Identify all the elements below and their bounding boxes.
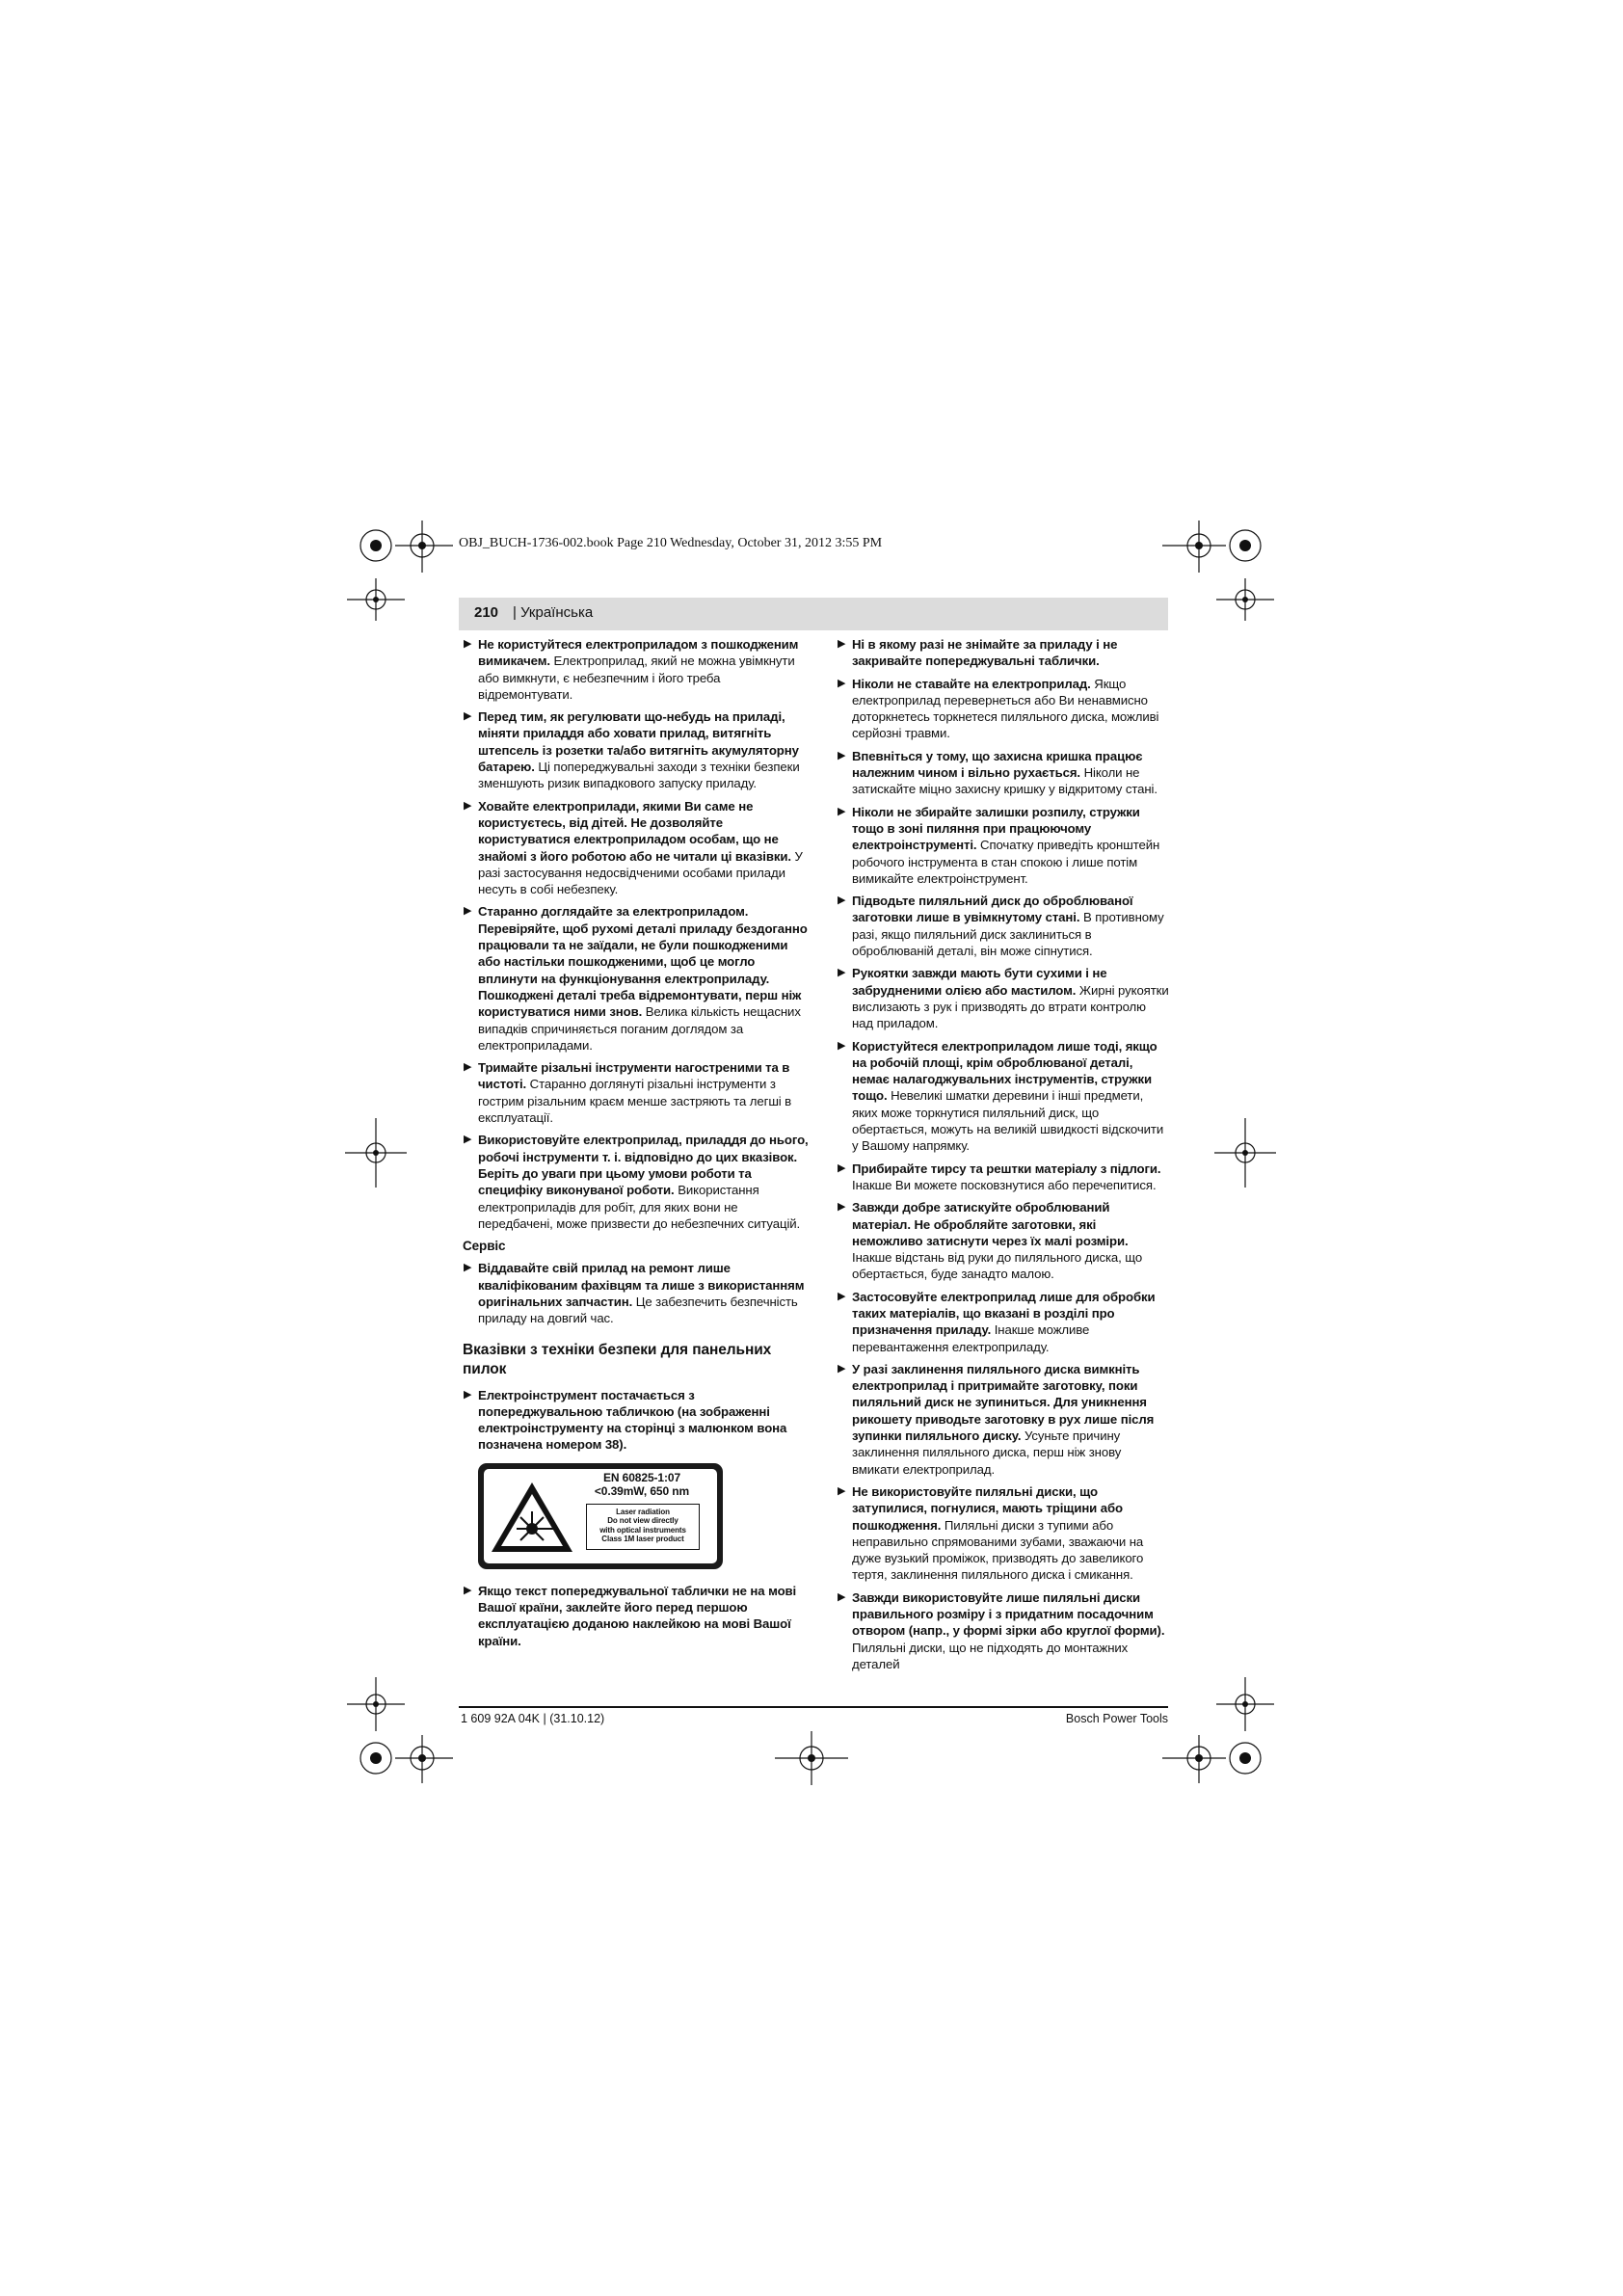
item-text: Це забезпечить безпечність приладу на довгий час.: [478, 1294, 798, 1326]
item-text: Інакше відстань від руки до пиляльного диска, що обертається, буде занадто малою.: [852, 1250, 1143, 1282]
left-column: [463, 636, 810, 1655]
bullet-triangle-icon: ▶: [838, 1201, 846, 1214]
item-bold-text: Якщо текст попереджувальної таблички не на мові Вашої країни, заклейте його перед першою експлуатацією доданою наклейкою на мові Вашої країни.: [478, 1583, 797, 1648]
item-text: Спочатку приведіть кронштейн робочого інструмента в стан спокою і лише потім вимикайте електроінструмент.: [852, 838, 1160, 886]
list-item: [837, 1161, 1170, 1194]
item-text: Жирні рукоятки вислизають з рук і призводять до втрати контролю над приладом.: [852, 982, 1169, 1031]
list-item: [837, 804, 1170, 887]
item-bold-text: Ніколи не ставайте на електроприлад.: [852, 676, 1091, 691]
item-bold-text: Користуйтеся електроприладом лише тоді, якщо на робочій площі, крім оброблюваної деталі, немає налагоджувальних інструментів, стружки тощо.: [852, 1038, 1157, 1104]
bullet-triangle-icon: ▶: [464, 638, 472, 650]
bullet-triangle-icon: ▶: [464, 905, 472, 918]
bullet-triangle-icon: ▶: [464, 1061, 472, 1074]
left-items-b: [463, 1260, 810, 1326]
list-item: [837, 748, 1170, 798]
bullet-triangle-icon: ▶: [838, 805, 846, 817]
right-items: [837, 636, 1170, 1672]
item-bold-text: Тримайте різальні інструменти нагостреними та в чистоті.: [478, 1060, 790, 1092]
list-item: [837, 676, 1170, 742]
bullet-triangle-icon: ▶: [838, 894, 846, 907]
item-bold-text: Не користуйтеся електроприладом з пошкодженим вимикачем.: [478, 637, 799, 669]
left-items-c: [463, 1387, 810, 1454]
item-bold-text: Старанно доглядайте за електроприладом. Перевіряйте, щоб рухомі деталі приладу бездоганно працювали та не заїдали, не були пошкодженими або настільки пошкодженими, щоб це могло вплинути на функціонування електроприладу. Пошкоджені деталі треба відремонтувати, перш ніж користуватися ними знов.: [478, 904, 808, 1020]
list-item: [837, 893, 1170, 959]
bullet-triangle-icon: ▶: [838, 1161, 846, 1174]
item-text: Електроприлад, який не можна увімкнути або вимкнути, є небезпечним і його треба відремонтувати.: [478, 654, 795, 702]
bullet-triangle-icon: ▶: [838, 1590, 846, 1603]
item-bold-text: Застосовуйте електроприлад лише для обробки таких матеріалів, що вказані в розділі про призначення приладу.: [852, 1289, 1156, 1338]
item-bold-text: Ховайте електроприлади, якими Ви саме не користуєтесь, від дітей. Не дозволяйте користуватися електроприладом особам, що не знайомі з його роботою або не читали ці вказівки.: [478, 798, 791, 864]
bullet-triangle-icon: ▶: [838, 638, 846, 650]
page-number: 210: [474, 604, 499, 621]
item-text: Використання електроприладів для робіт, для яких вони не передбачені, може призвести до небезпечних ситуацій.: [478, 1183, 801, 1231]
item-bold-text: Перед тим, як регулювати що-небудь на приладі, міняти приладдя або ховати прилад, витягніть штепсель із розетки та/або витягніть акумуляторну батарею.: [478, 709, 799, 775]
item-text: Велика кількість нещасних випадків спричиняється поганим доглядом за електроприладами.: [478, 1004, 801, 1053]
list-item: [463, 1387, 810, 1454]
list-item: [837, 1589, 1170, 1672]
bullet-triangle-icon: ▶: [838, 1039, 846, 1052]
laser-label-box: Laser radiation Do not view directly with optical instruments Class 1M laser product: [586, 1504, 700, 1550]
list-item: [837, 1199, 1170, 1282]
item-bold-text: Завжди добре затискуйте оброблюваний матеріал. Не обробляйте заготовки, які неможливо затиснути через їх малі розміри.: [852, 1200, 1129, 1248]
bullet-triangle-icon: ▶: [464, 799, 472, 812]
bullet-triangle-icon: ▶: [838, 1484, 846, 1497]
item-text: Усуньте причину заклинення пиляльного диска, перш ніж знову вмикати електроприлад.: [852, 1428, 1122, 1477]
page-header: [459, 598, 1168, 630]
bullet-triangle-icon: ▶: [464, 710, 472, 723]
list-item: [837, 1483, 1170, 1584]
service-heading: Сервіс: [463, 1239, 506, 1254]
laser-warning-icon: [488, 1479, 576, 1556]
bullet-triangle-icon: ▶: [838, 677, 846, 689]
footer-rule: [459, 1706, 1168, 1708]
item-bold-text: Електроінструмент постачається з попереджувальною табличкою (на зображенні електроінструменту на сторінці з малюнком вона позначена номером 38).: [478, 1387, 787, 1453]
section-heading: Вказівки з техніки безпеки для панельних пилок: [463, 1341, 772, 1377]
list-item: [463, 1583, 810, 1649]
bullet-triangle-icon: ▶: [838, 1290, 846, 1302]
item-bold-text: Віддавайте свій прилад на ремонт лише кваліфікованим фахівцям та лише з використанням оригінальних запчастин.: [478, 1261, 805, 1309]
item-bold-text: Прибирайте тирсу та рештки матеріалу з підлоги.: [852, 1161, 1161, 1176]
bullet-triangle-icon: ▶: [838, 749, 846, 761]
bullet-triangle-icon: ▶: [464, 1134, 472, 1146]
item-bold-text: Використовуйте електроприлад, приладдя до нього, робочі інструменти т. і. відповідно до цих вказівок. Беріть до уваги при цьому умови роботи та специфіку виконуваної роботи.: [478, 1133, 809, 1198]
list-item: [463, 798, 810, 898]
list-item: [837, 1289, 1170, 1355]
left-items-d: [463, 1583, 810, 1649]
item-text: У разі застосування недосвідченими особами прилади несуть в собі небезпеку.: [478, 848, 803, 897]
item-text: В противному разі, якщо пиляльний диск заклиниться в оброблюваній деталі, він може сіпнутися.: [852, 910, 1164, 959]
list-item: [837, 965, 1170, 1031]
language-label: Українська: [520, 604, 594, 621]
list-item: [463, 708, 810, 791]
list-item: [837, 1361, 1170, 1478]
right-column: [837, 636, 1170, 1678]
bullet-triangle-icon: ▶: [838, 967, 846, 979]
print-slug: OBJ_BUCH-1736-002.book Page 210 Wednesday, October 31, 2012 3:55 PM: [459, 536, 883, 550]
item-text: Інакше Ви можете посковзнутися або перечепитися.: [852, 1177, 1157, 1192]
item-bold-text: Підводьте пиляльний диск до оброблюваної заготовки лише в увімкнутому стані.: [852, 894, 1133, 925]
list-item: [463, 1059, 810, 1126]
list-item: [463, 903, 810, 1054]
bullet-triangle-icon: ▶: [464, 1584, 472, 1596]
item-text: Інакше можливе перевантаження електроприладу.: [852, 1322, 1090, 1354]
header-language: | Українська: [513, 604, 594, 621]
laser-warning-label: [478, 1463, 810, 1569]
item-bold-text: Завжди використовуйте лише пиляльні диски правильного розміру і з придатним посадочним отвором (напр., у формі зірки або круглої форми).: [852, 1589, 1165, 1639]
item-text: Невеликі шматки деревини і інші предмети, яких може торкнутися пиляльний диск, що обертається, можуть на великій швидкості відскочити у Вашому напрямку.: [852, 1088, 1164, 1154]
laser-label-text: EN 60825-1:07 <0.39mW, 650 nm: [594, 1470, 690, 1498]
footer-doc-number: 1 609 92A 04K | (31.10.12): [461, 1712, 605, 1725]
list-item: [837, 636, 1170, 670]
left-items-a: [463, 636, 810, 1232]
item-text: Ці попереджувальні заходи з техніки безпеки зменшують ризик випадкового запуску приладу.: [478, 760, 800, 791]
item-text: Пиляльні диски, що не підходять до монтажних деталей: [852, 1640, 1129, 1671]
item-bold-text: Ні в якому разі не знімайте за приладу і не закривайте попереджувальні таблички.: [852, 637, 1118, 669]
list-item: [837, 1038, 1170, 1155]
bullet-triangle-icon: ▶: [464, 1262, 472, 1274]
list-item: [463, 1260, 810, 1326]
item-bold-text: Впевніться у тому, що захисна кришка працює належним чином і вільно рухається.: [852, 748, 1143, 781]
item-bold-text: У разі заклинення пиляльного диска вимкніть електроприлад і притримайте заготовку, поки пиляльний диск не зупиниться. Для уникнення рикошету приводьте заготовку в рух лише після зупинки пиляльного диску.: [852, 1361, 1155, 1444]
item-bold-text: Рукоятки завжди мають бути сухими і не забрудненими олією або мастилом.: [852, 966, 1107, 998]
list-item: [463, 1132, 810, 1232]
item-text: Ніколи не затискайте міцно захисну кришку у відкритому стані.: [852, 765, 1157, 797]
bullet-triangle-icon: ▶: [464, 1388, 472, 1401]
item-text: Якщо електроприлад перевернеться або Ви ненавмисно доторкнетесь торкнетеся пиляльного диска, можливі серйозні травми.: [852, 676, 1159, 741]
item-text: Старанно доглянуті різальні інструменти з гострим різальним краєм менше застряють та легші в експлуатації.: [478, 1077, 792, 1126]
item-bold-text: Ніколи не збирайте залишки розпилу, стружки тощо в зоні пиляння при працюючому електроінструменті.: [852, 804, 1140, 853]
list-item: [463, 636, 810, 703]
footer-brand: Bosch Power Tools: [1065, 1712, 1168, 1725]
bullet-triangle-icon: ▶: [838, 1362, 846, 1375]
item-bold-text: Не використовуйте пиляльні диски, що затупилися, погнулися, мають тріщини або пошкодження.: [852, 1483, 1123, 1533]
item-text: Пиляльні диски з тупими або неправильно спрямованими зубами, зважаючи на дуже вузький проміжок, призводять до завеликого тертя, заклинення пиляльного диска і смикання.: [852, 1517, 1144, 1583]
